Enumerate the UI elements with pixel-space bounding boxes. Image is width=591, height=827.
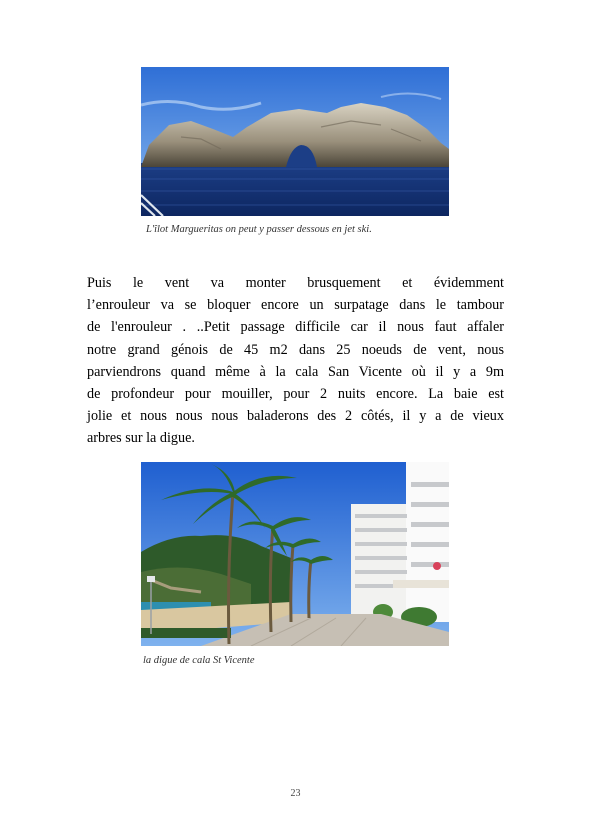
paragraph-line: parviendrons quand même à la cala San Vicente où il y a 9m bbox=[87, 363, 504, 380]
page-number: 23 bbox=[290, 788, 301, 799]
photo-caption-islet: L'îlot Margueritas on peut y passer dessous en jet ski. bbox=[146, 224, 372, 235]
paragraph-line: l’enrouleur va se bloquer encore un surpatage dans le tambour bbox=[87, 297, 504, 314]
paragraph-line: de l'enrouleur . ..Petit passage difficile car il nous faut affaler bbox=[87, 319, 504, 336]
paragraph-line: Puis le vent va monter brusquement et évidemment bbox=[87, 275, 504, 291]
body-paragraph bbox=[87, 272, 504, 450]
paragraph-line: arbres sur la digue. bbox=[87, 430, 195, 447]
paragraph-line: notre grand génois de 45 m2 dans 25 noeuds de vent, nous bbox=[87, 341, 504, 358]
islet-photo bbox=[141, 67, 449, 216]
paragraph-line: jolie et nous nous nous baladerons des 2 côtés, il y a de vieux bbox=[87, 408, 504, 425]
photo-caption-promenade: la digue de cala St Vicente bbox=[143, 655, 255, 666]
paragraph-line: de profondeur pour mouiller, pour 2 nuits encore. La baie est bbox=[87, 385, 504, 402]
promenade-photo bbox=[141, 462, 449, 646]
